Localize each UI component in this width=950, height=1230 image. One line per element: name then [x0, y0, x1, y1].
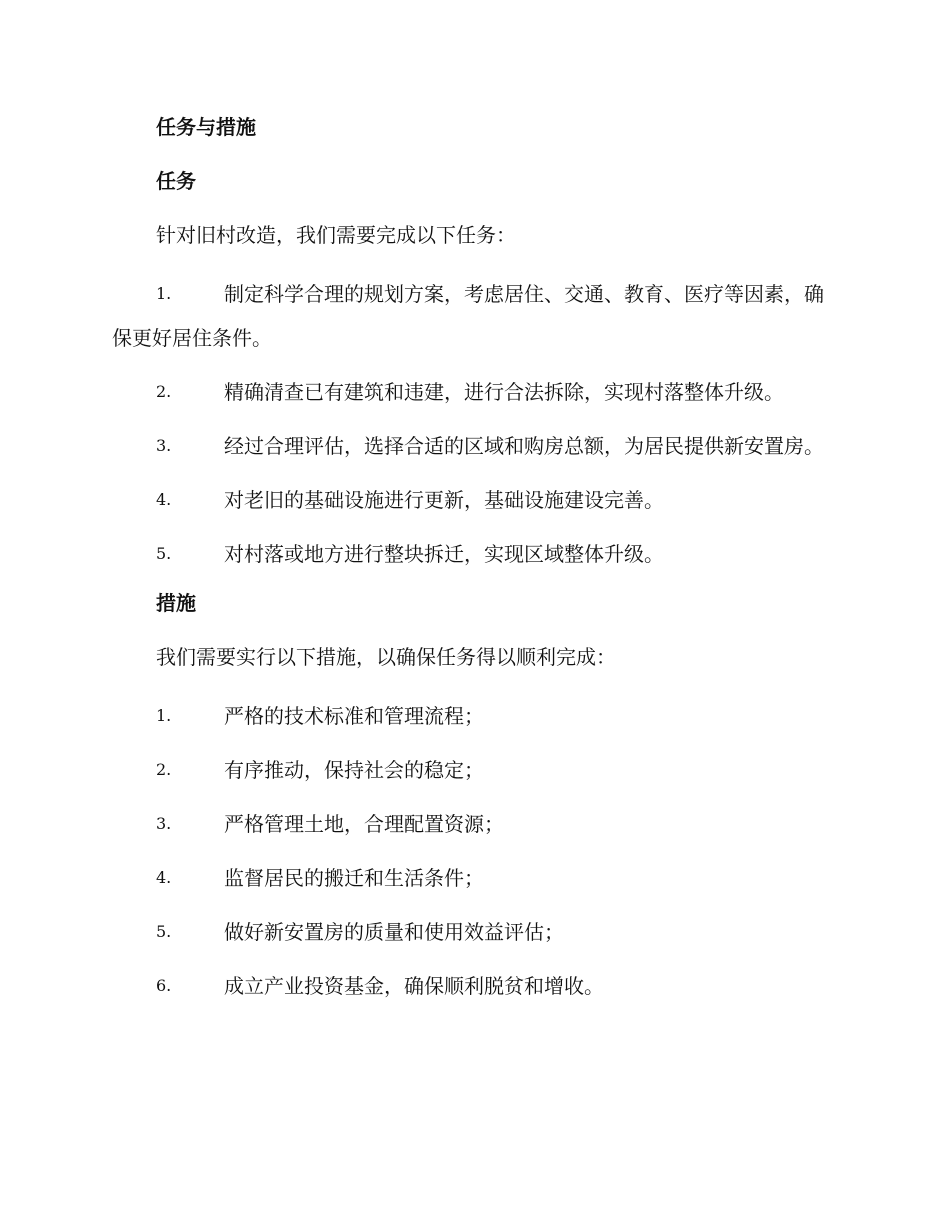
measure-number: 4. [156, 868, 172, 887]
measure-number: 2. [156, 760, 172, 779]
document-title: 任务与措施 [156, 115, 256, 139]
measure-text: 有序推动，保持社会的稳定； [224, 758, 484, 782]
measure-item-2 [112, 748, 842, 792]
measure-number: 6. [156, 976, 172, 995]
task-number: 3. [156, 436, 172, 455]
task-text: 对老旧的基础设施进行更新，基础设施建设完善。 [224, 488, 664, 512]
measure-number: 3. [156, 814, 172, 833]
measures-list [112, 694, 842, 1008]
measure-item-4 [112, 856, 842, 900]
task-item-1 [112, 272, 842, 360]
measure-number: 1. [156, 706, 172, 725]
measure-item-6 [112, 964, 842, 1008]
task-number: 2. [156, 382, 172, 401]
tasks-heading: 任务 [156, 169, 196, 193]
measures-heading: 措施 [156, 591, 196, 615]
task-text: 对村落或地方进行整块拆迁，实现区域整体升级。 [224, 542, 664, 566]
measure-text: 监督居民的搬迁和生活条件； [224, 866, 484, 890]
measures-intro: 我们需要实行以下措施，以确保任务得以顺利完成： [156, 645, 616, 669]
task-number: 5. [156, 544, 172, 563]
tasks-list [112, 272, 842, 576]
measure-text: 做好新安置房的质量和使用效益评估； [224, 920, 564, 944]
measure-item-1 [112, 694, 842, 738]
measure-item-5 [112, 910, 842, 954]
task-text: 精确清查已有建筑和违建，进行合法拆除，实现村落整体升级。 [224, 380, 784, 404]
tasks-intro: 针对旧村改造，我们需要完成以下任务： [156, 223, 516, 247]
task-item-2 [112, 370, 842, 414]
document-page [112, 110, 842, 1018]
task-number: 1. [156, 284, 172, 303]
measure-text: 严格管理土地，合理配置资源； [224, 812, 504, 836]
measure-text: 严格的技术标准和管理流程； [224, 704, 484, 728]
measure-item-3 [112, 802, 842, 846]
measure-text: 成立产业投资基金，确保顺利脱贫和增收。 [224, 974, 604, 998]
task-text: 制定科学合理的规划方案，考虑居住、交通、教育、医疗等因素，确保更好居住条件。 [112, 282, 824, 350]
task-item-4 [112, 478, 842, 522]
task-item-3 [112, 424, 842, 468]
task-text: 经过合理评估，选择合适的区域和购房总额，为居民提供新安置房。 [224, 434, 824, 458]
task-item-5 [112, 532, 842, 576]
task-number: 4. [156, 490, 172, 509]
measure-number: 5. [156, 922, 172, 941]
